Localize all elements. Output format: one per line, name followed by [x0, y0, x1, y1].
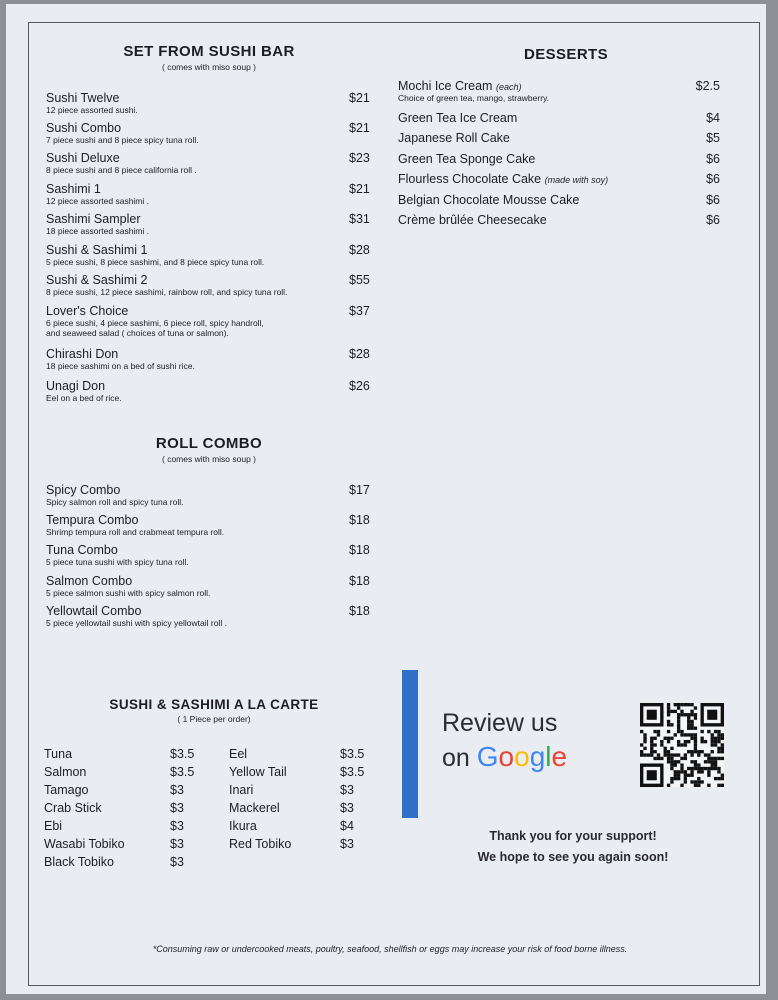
dessert-item-price: $2.5 [695, 79, 720, 93]
roll-combo-title: ROLL COMBO [155, 435, 263, 452]
sushi-bar-item-name: Sushi Deluxe [46, 151, 120, 165]
a-la-carte-item [44, 801, 214, 815]
dessert-item-name [398, 213, 722, 227]
desserts-header [496, 46, 636, 63]
dessert-item [398, 131, 722, 149]
dessert-item-label: Green Tea Ice Cream [398, 111, 518, 125]
sushi-bar-item-desc: 7 piece sushi and 8 piece spicy tuna roll. [46, 135, 199, 145]
a-la-carte-note: ( 1 Piece per order) [177, 714, 251, 724]
sushi-bar-item-price: $21 [349, 121, 370, 135]
sushi-bar-item-name: Sushi Twelve [46, 91, 120, 105]
a-la-carte-header [72, 697, 356, 724]
google-letter: o [514, 741, 530, 772]
a-la-carte-item-name: Salmon [44, 765, 87, 779]
sushi-bar-item [46, 121, 372, 145]
dessert-item [398, 213, 722, 231]
dessert-item-price: $6 [706, 152, 720, 166]
dessert-item [398, 111, 722, 129]
a-la-carte-item-price: $3 [170, 783, 184, 797]
google-logo [476, 741, 568, 772]
dessert-item-qualifier: (each) [495, 82, 522, 92]
food-safety-footnote: *Consuming raw or undercooked meats, poultry, seafood, shellfish or eggs may increase your risk of food borne illness. [152, 944, 628, 954]
dessert-item-price: $4 [706, 111, 720, 125]
a-la-carte-item [44, 837, 214, 851]
accent-bar [402, 670, 418, 818]
roll-combo-item [46, 604, 372, 628]
dessert-item-label: Japanese Roll Cake [398, 131, 510, 145]
roll-combo-item-name: Tempura Combo [46, 513, 139, 527]
roll-combo-item-desc: 5 piece tuna sushi with spicy tuna roll. [46, 557, 189, 567]
google-letter: G [476, 741, 499, 772]
google-letter: e [551, 741, 568, 772]
a-la-carte-item-price: $3 [170, 837, 184, 851]
review-prompt [442, 706, 567, 775]
roll-combo-item-price: $17 [349, 483, 370, 497]
sushi-bar-item-price: $55 [349, 273, 370, 287]
sushi-bar-item [46, 347, 372, 371]
review-line1: Review us [442, 709, 558, 737]
dessert-item-price: $6 [706, 193, 720, 207]
a-la-carte-item-price: $3 [340, 801, 354, 815]
a-la-carte-item [229, 819, 399, 833]
dessert-item-price: $5 [706, 131, 720, 145]
a-la-carte-item-price: $3.5 [340, 747, 365, 761]
a-la-carte-item-price: $3 [170, 855, 184, 869]
a-la-carte-item [229, 765, 399, 779]
review-line2 [442, 740, 567, 775]
a-la-carte-item-price: $3.5 [170, 765, 195, 779]
sushi-bar-item [46, 273, 372, 297]
sushi-bar-item-price: $26 [349, 379, 370, 393]
roll-combo-item-desc: Shrimp tempura roll and crabmeat tempura roll. [46, 527, 225, 537]
sushi-bar-item [46, 182, 372, 206]
sushi-bar-item-name: Sashimi Sampler [46, 212, 141, 226]
roll-combo-item-price: $18 [349, 513, 370, 527]
sushi-bar-item-name: Sushi & Sashimi 2 [46, 273, 148, 287]
sushi-bar-item-desc: 5 piece sushi, 8 piece sashimi, and 8 piece spicy tuna roll. [46, 257, 265, 267]
sushi-bar-item-price: $21 [349, 182, 370, 196]
a-la-carte-item-name: Crab Stick [44, 801, 102, 815]
sushi-bar-item [46, 151, 372, 175]
a-la-carte-item [44, 819, 214, 833]
dessert-item-qualifier: (made with soy) [544, 175, 609, 185]
a-la-carte-item-name: Eel [229, 747, 248, 761]
a-la-carte-item-price: $3.5 [340, 765, 365, 779]
a-la-carte-item-price: $3 [340, 837, 354, 851]
sushi-bar-item-name: Chirashi Don [46, 347, 119, 361]
roll-combo-item-name: Spicy Combo [46, 483, 121, 497]
a-la-carte-item [229, 747, 399, 761]
roll-combo-note: ( comes with miso soup ) [162, 454, 256, 464]
a-la-carte-item-name: Black Tobiko [44, 855, 114, 869]
a-la-carte-item [229, 783, 399, 797]
sushi-bar-item-name: Unagi Don [46, 379, 106, 393]
dessert-item-label: Belgian Chocolate Mousse Cake [398, 193, 580, 207]
dessert-item-name [398, 193, 722, 207]
roll-combo-item [46, 543, 372, 567]
thank-you-message [430, 826, 716, 868]
review-on: on [442, 744, 470, 772]
sushi-bar-item-desc: 6 piece sushi, 4 piece sashimi, 6 piece roll, spicy handroll, [46, 318, 264, 328]
sushi-bar-item [46, 91, 372, 115]
roll-combo-item-price: $18 [349, 574, 370, 588]
roll-combo-item-price: $18 [349, 543, 370, 557]
a-la-carte-item [229, 837, 399, 851]
a-la-carte-item-price: $3 [340, 783, 354, 797]
a-la-carte-item-price: $4 [340, 819, 354, 833]
google-letter: o [498, 741, 515, 772]
thanks-line2: We hope to see you again soon! [477, 850, 669, 864]
sushi-bar-item-price: $21 [349, 91, 370, 105]
a-la-carte-item-price: $3 [170, 801, 184, 815]
roll-combo-item-desc: 5 piece yellowtail sushi with spicy yellowtail roll . [46, 618, 227, 628]
sushi-bar-item-price: $37 [349, 304, 370, 318]
a-la-carte-item-name: Inari [229, 783, 254, 797]
dessert-item-name [398, 172, 722, 186]
roll-combo-item-price: $18 [349, 604, 370, 618]
roll-combo-item [46, 483, 372, 507]
a-la-carte-item-name: Tamago [44, 783, 89, 797]
a-la-carte-item-price: $3 [170, 819, 184, 833]
dessert-item-name [398, 111, 722, 125]
dessert-item [398, 152, 722, 170]
qr-code-icon[interactable] [640, 703, 724, 787]
a-la-carte-item-name: Ebi [44, 819, 63, 833]
sushi-bar-item-name: Sushi Combo [46, 121, 122, 135]
roll-combo-item [46, 574, 372, 598]
a-la-carte-item-name: Tuna [44, 747, 73, 761]
dessert-item-desc: Choice of green tea, mango, strawberry. [398, 93, 550, 103]
a-la-carte-item-name: Ikura [229, 819, 257, 833]
dessert-item-name [398, 131, 722, 145]
sushi-bar-item-desc: 18 piece assorted sashimi . [46, 226, 149, 236]
dessert-item-label: Mochi Ice Cream [398, 79, 493, 93]
sushi-bar-item-desc: 8 piece sushi and 8 piece california roll . [46, 165, 197, 175]
sushi-bar-item-name: Lover's Choice [46, 304, 129, 318]
sushi-bar-item [46, 212, 372, 236]
sushi-bar-item-desc: 8 piece sushi, 12 piece sashimi, rainbow roll, and spicy tuna roll. [46, 287, 288, 297]
google-letter: g [529, 741, 546, 772]
dessert-item [398, 193, 722, 211]
sushi-bar-item-desc: 18 piece sashimi on a bed of sushi rice. [46, 361, 195, 371]
dessert-item-name [398, 79, 722, 93]
a-la-carte-item-name: Wasabi Tobiko [44, 837, 125, 851]
roll-combo-item-desc: Spicy salmon roll and spicy tuna roll. [46, 497, 184, 507]
a-la-carte-item-name: Red Tobiko [229, 837, 292, 851]
roll-combo-item [46, 513, 372, 537]
a-la-carte-item [229, 801, 399, 815]
dessert-item-price: $6 [706, 213, 720, 227]
sushi-bar-item [46, 304, 372, 338]
thanks-line1: Thank you for your support! [489, 829, 657, 843]
a-la-carte-item-price: $3.5 [170, 747, 195, 761]
sushi-bar-item-price: $31 [349, 212, 370, 226]
dessert-item-label: Crème brûlée Cheesecake [398, 213, 547, 227]
google-letter: l [545, 741, 552, 772]
roll-combo-item-name: Yellowtail Combo [46, 604, 142, 618]
sushi-bar-item-desc: Eel on a bed of rice. [46, 393, 122, 403]
dessert-item-name [398, 152, 722, 166]
desserts-title: DESSERTS [523, 46, 609, 63]
sushi-bar-item [46, 379, 372, 403]
sushi-bar-item-desc: 12 piece assorted sushi. [46, 105, 138, 115]
sushi-bar-item-desc: and seaweed salad ( choices of tuna or salmon). [46, 328, 229, 338]
roll-combo-item-name: Salmon Combo [46, 574, 133, 588]
sushi-bar-item-price: $28 [349, 243, 370, 257]
dessert-item [398, 172, 722, 190]
a-la-carte-title: SUSHI & SASHIMI A LA CARTE [109, 697, 319, 712]
sushi-bar-note: ( comes with miso soup ) [162, 62, 256, 72]
sushi-bar-item-price: $23 [349, 151, 370, 165]
a-la-carte-item [44, 765, 214, 779]
sushi-bar-item [46, 243, 372, 267]
roll-combo-item-desc: 5 piece salmon sushi with spicy salmon roll. [46, 588, 211, 598]
dessert-item-label: Green Tea Sponge Cake [398, 152, 536, 166]
dessert-item-price: $6 [706, 172, 720, 186]
dessert-item-label: Flourless Chocolate Cake [398, 172, 542, 186]
sushi-bar-item-desc: 12 piece assorted sashimi . [46, 196, 149, 206]
a-la-carte-item-name: Yellow Tail [229, 765, 287, 779]
a-la-carte-item [44, 747, 214, 761]
roll-combo-header [92, 435, 326, 464]
sushi-bar-header [92, 43, 326, 72]
a-la-carte-item [44, 783, 214, 797]
sushi-bar-item-name: Sushi & Sashimi 1 [46, 243, 148, 257]
a-la-carte-item [44, 855, 214, 869]
sushi-bar-item-price: $28 [349, 347, 370, 361]
dessert-item [398, 79, 722, 103]
a-la-carte-item-name: Mackerel [229, 801, 280, 815]
roll-combo-item-name: Tuna Combo [46, 543, 118, 557]
sushi-bar-title: SET FROM SUSHI BAR [123, 43, 295, 60]
sushi-bar-item-name: Sashimi 1 [46, 182, 101, 196]
